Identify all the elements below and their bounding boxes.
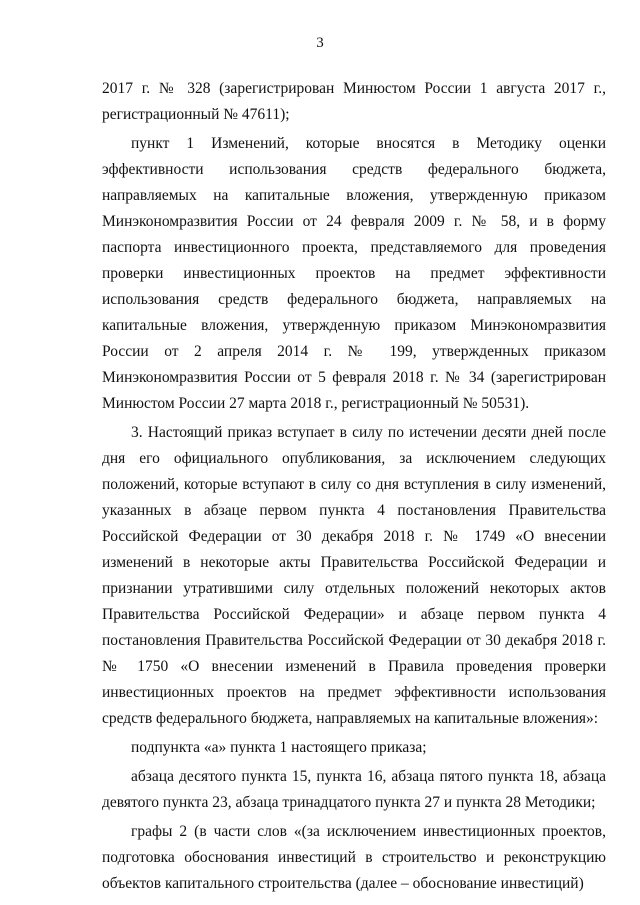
paragraph-subclause-a: подпункта «а» пункта 1 настоящего приказа; xyxy=(131,739,427,756)
paragraph-methodology-clauses: абзаца десятого пункта 15, пункта 16, абзаца пятого пункта 18, абзаца девятого пункта 23, абзаца тринадцатого пункта 27 и пункта 28 Методики; xyxy=(102,768,606,811)
paragraph-column-2: графы 2 (в части слов «(за исключением инвестиционных проектов, подготовка обоснования инвестиций в строительство и реконструкцию объектов капитального строительства (далее – обоснование инвестиций) xyxy=(102,823,606,892)
paragraph-methodology-amendment: пункт 1 Изменений, которые вносятся в Методику оценки эффективности использования средств федерального бюджета, направляемых на капитальные вложения, утвержденную приказом Минэкономразвития России от 24 февраля 2009 г. № 58, и в форму паспорта инвестиционного проекта, представляемого для проведения проверки инвестиционных проектов на предмет эффективности использования средств федерального бюджета, направляемых на капитальные вложения, утвержденную приказом Минэкономразвития России от 2 апреля 2014 г. № 199, утвержденных приказом Минэкономразвития России от 5 февраля 2018 г. № 34 (зарегистрирован Минюстом России 27 марта 2018 г., регистрационный № 50531). xyxy=(102,135,606,412)
page-number: 3 xyxy=(316,35,324,51)
paragraph-registration-continuation: 2017 г. № 328 (зарегистрирован Минюстом России 1 августа 2017 г., регистрационный № 47611); xyxy=(102,80,606,123)
document-body xyxy=(102,76,606,897)
paragraph-entry-into-force: 3. Настоящий приказ вступает в силу по истечении десяти дней после дня его официального опубликования, за исключением следующих положений, которые вступают в силу со дня вступления в силу изменений, указанных в абзаце первом пункта 4 постановления Правительства Российской Федерации от 30 декабря 2018 г. № 1749 «О внесении изменений в некоторые акты Правительства Российской Федерации и признании утратившими силу отдельных положений некоторых актов Правительства Российской Федерации» и абзаце первом пункта 4 постановления Правительства Российской Федерации от 30 декабря 2018 г. № 1750 «О внесении изменений в Правила проведения проверки инвестиционных проектов на предмет эффективности использования средств федерального бюджета, направляемых на капитальные вложения»: xyxy=(102,424,606,727)
